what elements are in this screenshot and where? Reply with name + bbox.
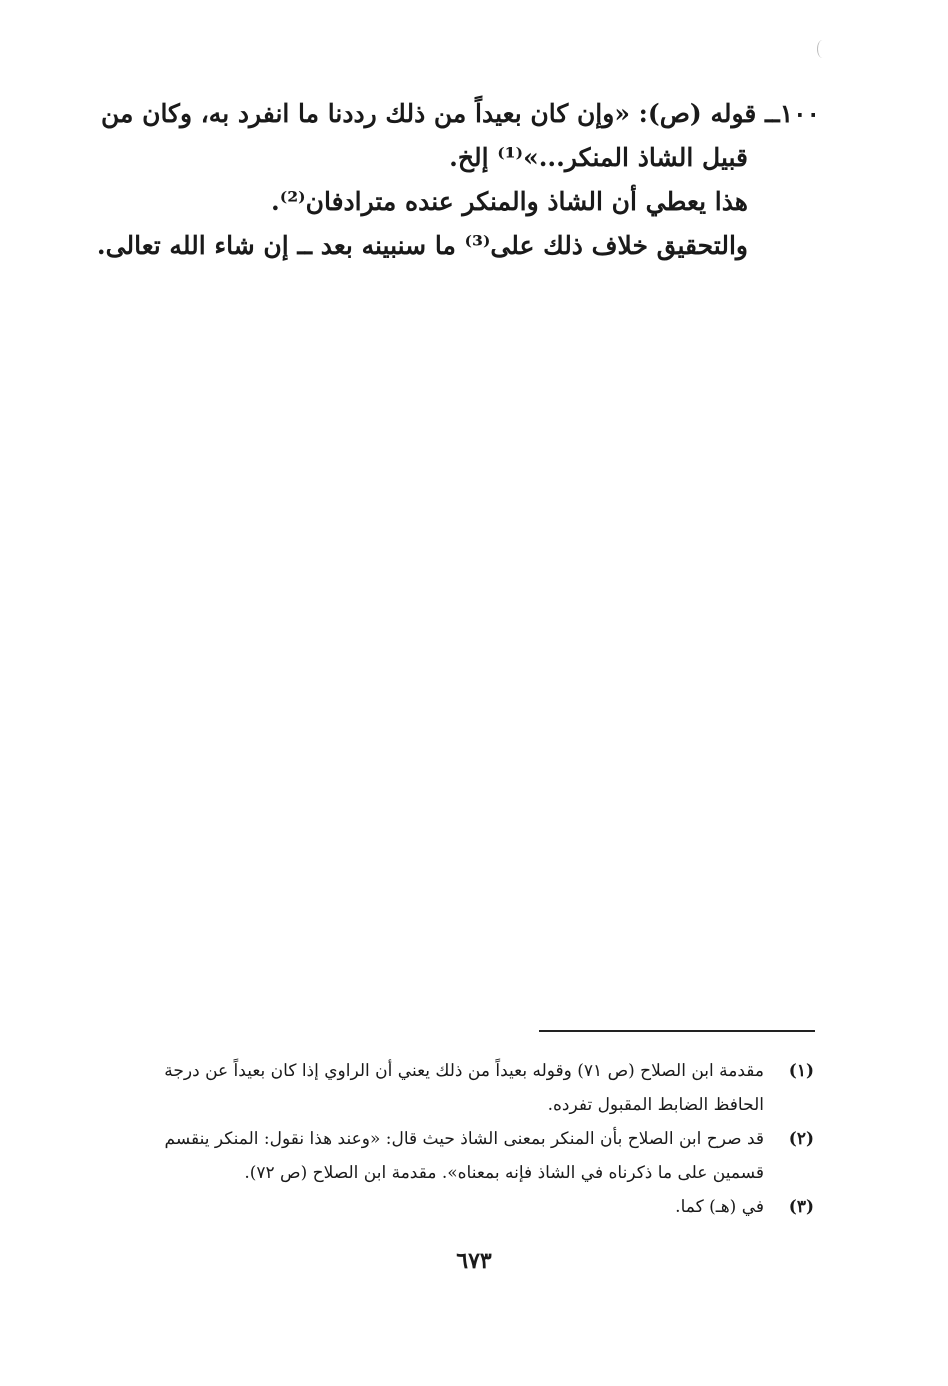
- footnote-number: (٣): [788, 1197, 814, 1217]
- main-line-2: قبيل الشاذ المنكر...»⁽¹⁾ إلخ.: [449, 143, 748, 172]
- footnote-2-line-1: قد صرح ابن الصلاح بأن المنكر بمعنى الشاذ حيث قال: «وعند هذا نقول: المنكر ينقسم: [164, 1129, 764, 1149]
- footnotes-section: [120, 1054, 820, 1224]
- footnote-2: [120, 1122, 820, 1190]
- page-number: ٦٧٣: [456, 1248, 492, 1274]
- footnote-1-line-1: مقدمة ابن الصلاح (ص ٧١) وقوله بعيداً من ذلك يعني أن الراوي إذا كان بعيداً عن درجة: [164, 1061, 764, 1081]
- scan-mark: [817, 40, 828, 58]
- footnote-divider: [539, 1030, 815, 1032]
- footnote-number: (١): [788, 1061, 814, 1081]
- footnote-3-line-1: في (هـ) كما.: [675, 1197, 764, 1217]
- footnote-1: [120, 1054, 820, 1122]
- footnote-number: (٢): [788, 1129, 814, 1149]
- main-line-1: ١٠٠ــ قوله (ص): «وإن كان بعيداً من ذلك رددنا ما انفرد به، وكان من: [100, 99, 820, 128]
- main-text-block: [96, 92, 820, 268]
- main-line-4: والتحقيق خلاف ذلك على⁽³⁾ ما سنبينه بعد ــ إن شاء الله تعالى.: [96, 231, 748, 260]
- main-line-3: هذا يعطي أن الشاذ والمنكر عنده مترادفان⁽²⁾.: [271, 187, 748, 216]
- footnote-1-line-2: الحافظ الضابط المقبول تفرده.: [547, 1095, 764, 1115]
- footnote-3: [120, 1190, 820, 1224]
- footnote-2-line-2: قسمين على ما ذكرناه في الشاذ فإنه بمعناه». مقدمة ابن الصلاح (ص ٧٢).: [244, 1163, 764, 1183]
